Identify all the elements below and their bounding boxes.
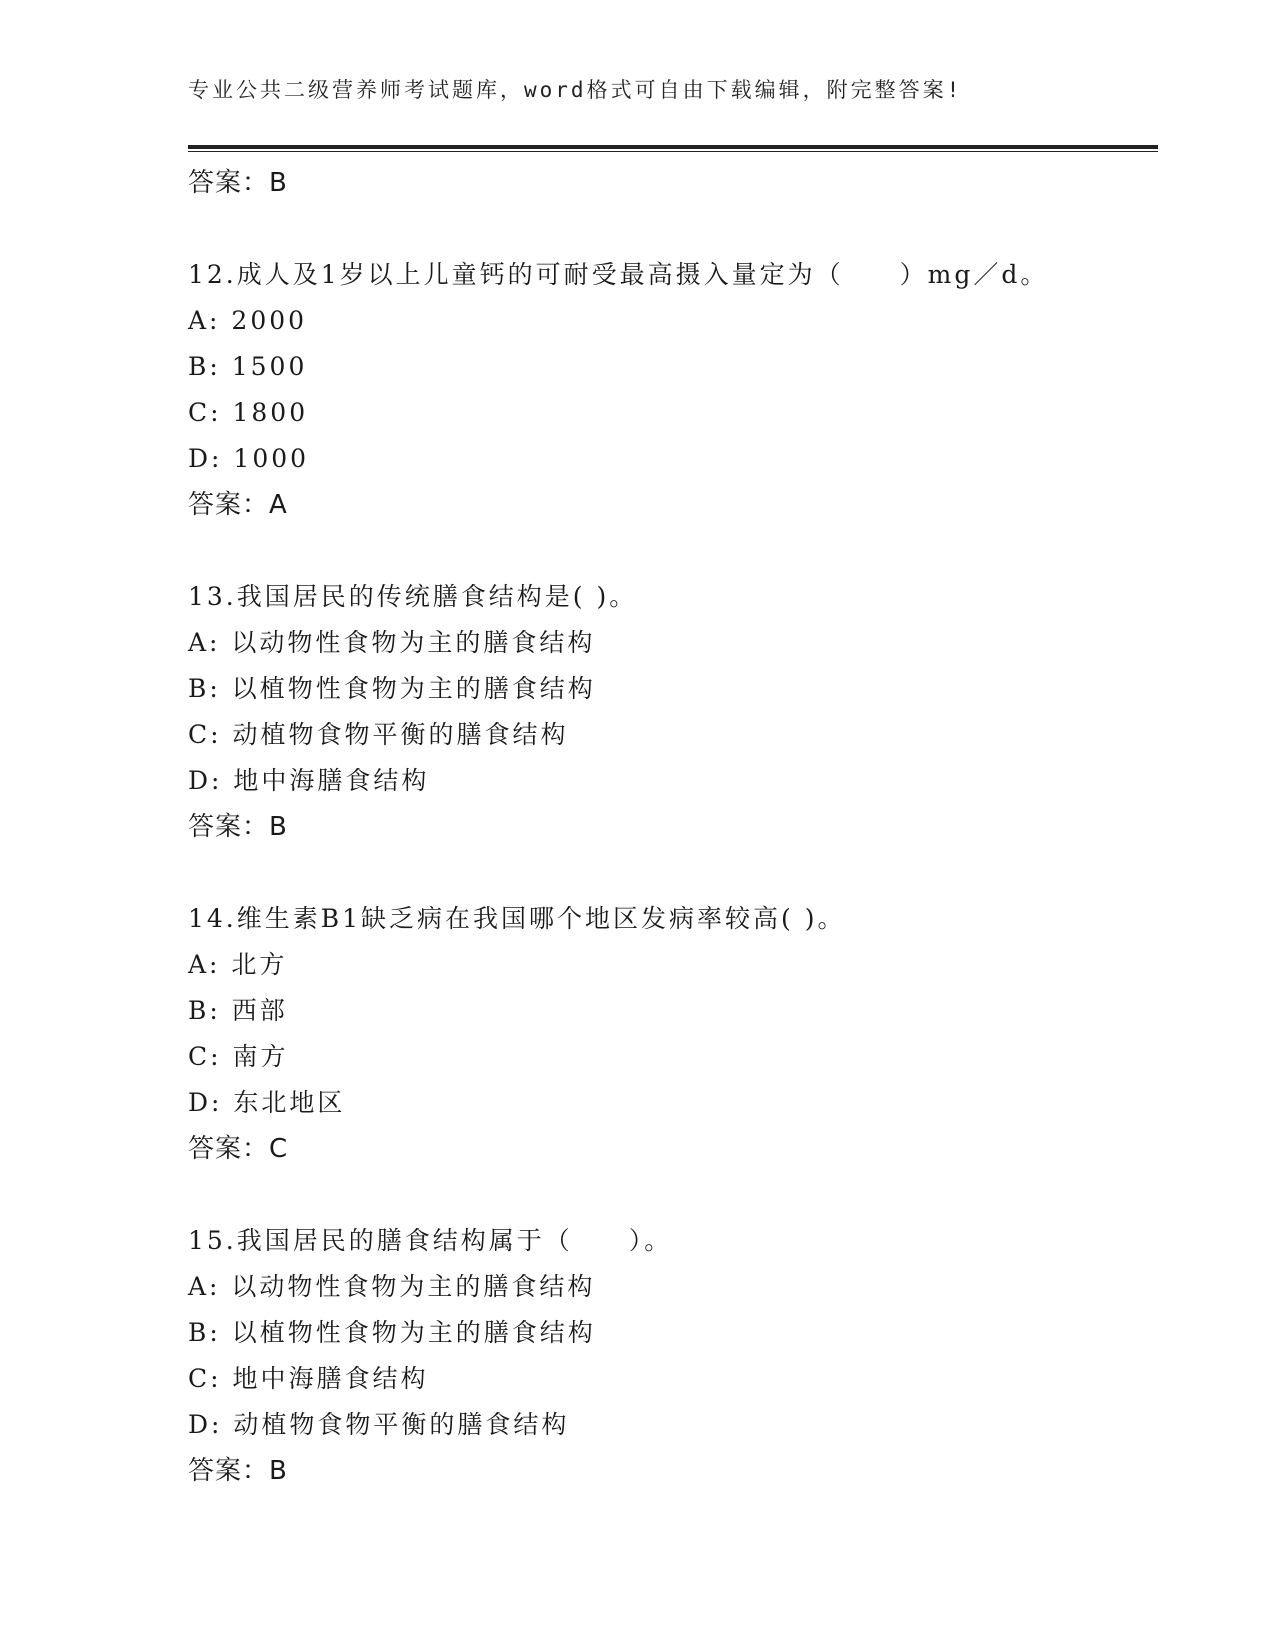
- header-rule-thick: [188, 145, 1158, 149]
- question-title: 13.我国居民的传统膳食结构是( )。: [188, 582, 638, 611]
- option-c: C: 南方: [188, 1042, 289, 1071]
- option-d: D: 地中海膳食结构: [188, 766, 430, 795]
- option-a: A: 以动物性食物为主的膳食结构: [188, 1272, 596, 1301]
- question-title: 12.成人及1岁以上儿童钙的可耐受最高摄入量定为（ ）mg／d。: [188, 260, 1049, 289]
- option-d: D: 东北地区: [188, 1088, 346, 1117]
- answer-line: 答案：C: [188, 1134, 289, 1164]
- answer-line: 答案：A: [188, 490, 288, 520]
- option-a: A: 2000: [188, 306, 308, 335]
- question-list: [188, 160, 1188, 1494]
- question-title: 14.维生素B1缺乏病在我国哪个地区发病率较高( )。: [188, 904, 846, 933]
- option-a: A: 以动物性食物为主的膳食结构: [188, 628, 596, 657]
- answer-line: 答案：B: [188, 1456, 288, 1486]
- option-c: C: 动植物食物平衡的膳食结构: [188, 720, 569, 749]
- page-header: 专业公共二级营养师考试题库，word格式可自由下载编辑，附完整答案!: [188, 78, 963, 102]
- answer-line: 答案：B: [188, 812, 288, 842]
- option-c: C: 1800: [188, 398, 309, 427]
- header-rule-thin: [188, 151, 1158, 152]
- question-block: [188, 574, 1188, 850]
- answer-line: 答案：B: [188, 168, 288, 198]
- question-title: 15.我国居民的膳食结构属于（ ）。: [188, 1226, 673, 1255]
- option-b: B: 西部: [188, 996, 288, 1025]
- option-d: D: 1000: [188, 444, 310, 473]
- option-c: C: 地中海膳食结构: [188, 1364, 429, 1393]
- option-b: B: 以植物性食物为主的膳食结构: [188, 674, 596, 703]
- question-block: [188, 1218, 1188, 1494]
- option-b: B: 1500: [188, 352, 308, 381]
- option-a: A: 北方: [188, 950, 288, 979]
- option-b: B: 以植物性食物为主的膳食结构: [188, 1318, 596, 1347]
- question-block: [188, 896, 1188, 1172]
- question-block: [188, 252, 1188, 528]
- option-d: D: 动植物食物平衡的膳食结构: [188, 1410, 570, 1439]
